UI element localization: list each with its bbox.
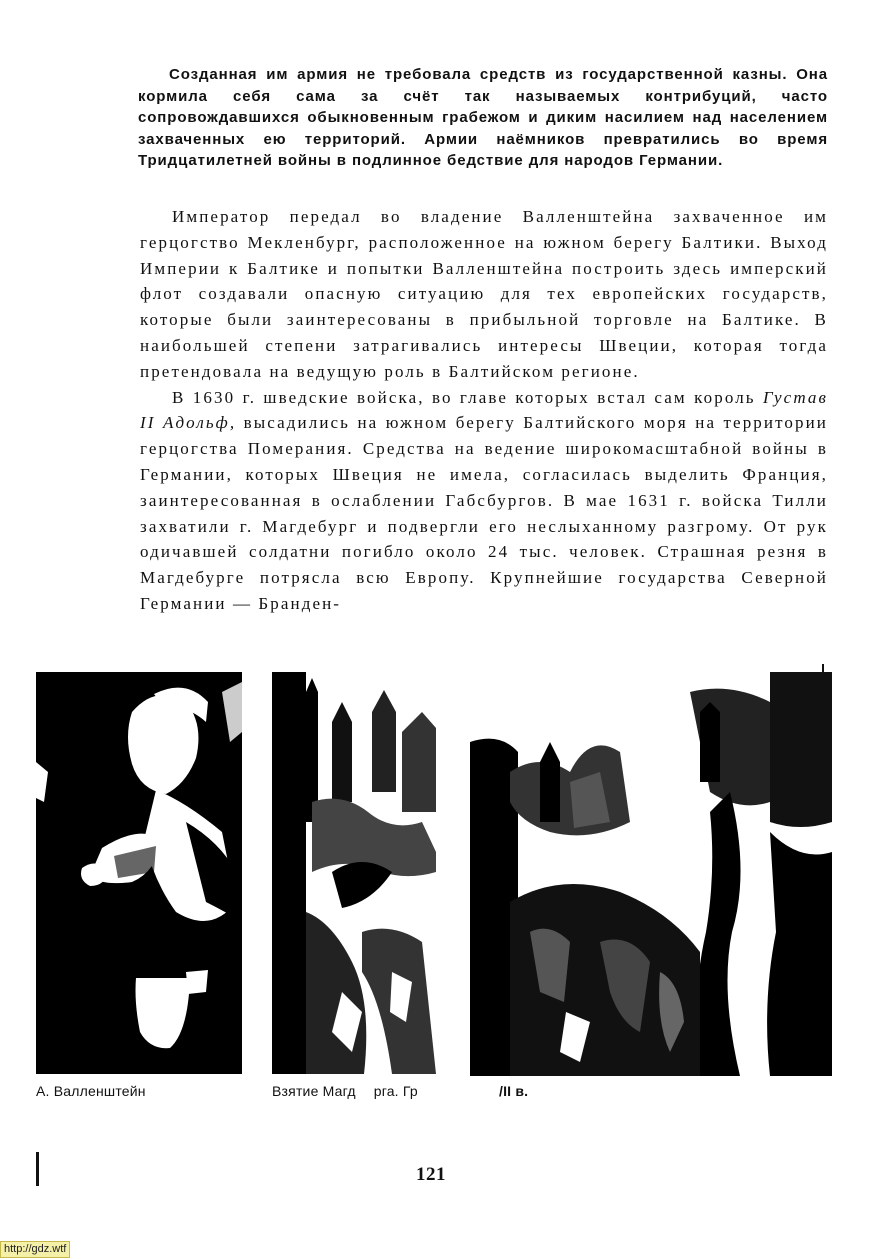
caption-magdeburg-part-2: рга. Гр (373, 1083, 418, 1099)
caption-wallenstein: А. Валленштейн (36, 1083, 146, 1099)
margin-mark (36, 1152, 39, 1186)
magdeburg-siege-image-right (470, 672, 832, 1076)
body-paragraph-2 (140, 385, 828, 617)
caption-magdeburg-part-1: Взятие Магд (272, 1083, 356, 1099)
magdeburg-siege-image-left (272, 672, 436, 1074)
body-paragraph-2-start: В 1630 г. шведские войска, во главе которых встал сам король (172, 387, 763, 407)
page-number: 121 (416, 1164, 446, 1185)
body-paragraph-2-end: высадились на южном берегу Балтийского моря на территории герцогства Померания. Средства на ведение широкомасштабной войны в Германии, которых Швеция не имела, согласилась выделить Франция, заинтересованная в ослаблении Габсбургов. В мае 1631 г. войска Тилли захватили г. Магдебург и подвергли его неслыханному разгрому. От рук одичавшей солдатни погибло около 24 тыс. человек. Страшная резня в Магдебурге потрясла всю Европу. Крупнейшие государства Северной Германии — Бранден- (140, 413, 829, 613)
watermark-link[interactable]: http://gdz.wtf (0, 1241, 70, 1258)
siege-illustration-left (272, 672, 436, 1074)
caption-century-partial: /II в. (499, 1083, 529, 1099)
scan-artifact-tick (822, 664, 824, 678)
caption-magdeburg-partial (272, 1083, 418, 1099)
wallenstein-portrait-image (36, 672, 242, 1074)
body-paragraph-1: Император передал во владение Валленштейна захваченное им герцогство Мекленбург, расположенное на южном берегу Балтики. Выход Империи к Балтике и попытки Валленштейна построить здесь имперский флот создавали опасную ситуацию для тех европейских государств, которые были заинтересованы в прибыльной торговле на Балтике. В наибольшей степени затрагивались интересы Швеции, которая тогда претендовала на ведущую роль в Балтийском регионе. (140, 207, 828, 381)
lead-paragraph: Созданная им армия не требовала средств из государственной казны. Она кормила себя сама за счёт так называемых контрибуций, часто сопровождавшихся обыкновенным грабежом и диким насилием над населением захваченных ею территорий. Армии наёмников превратились во время Тридцатилетней войны в подлинное бедствие для народов Германии. (138, 66, 828, 170)
main-text-block (140, 204, 828, 617)
lead-paragraph-block (138, 64, 828, 172)
siege-illustration-right (470, 672, 832, 1076)
king-name-italic: Густав II Адольф, (140, 387, 828, 433)
portrait-illustration (36, 672, 242, 1074)
